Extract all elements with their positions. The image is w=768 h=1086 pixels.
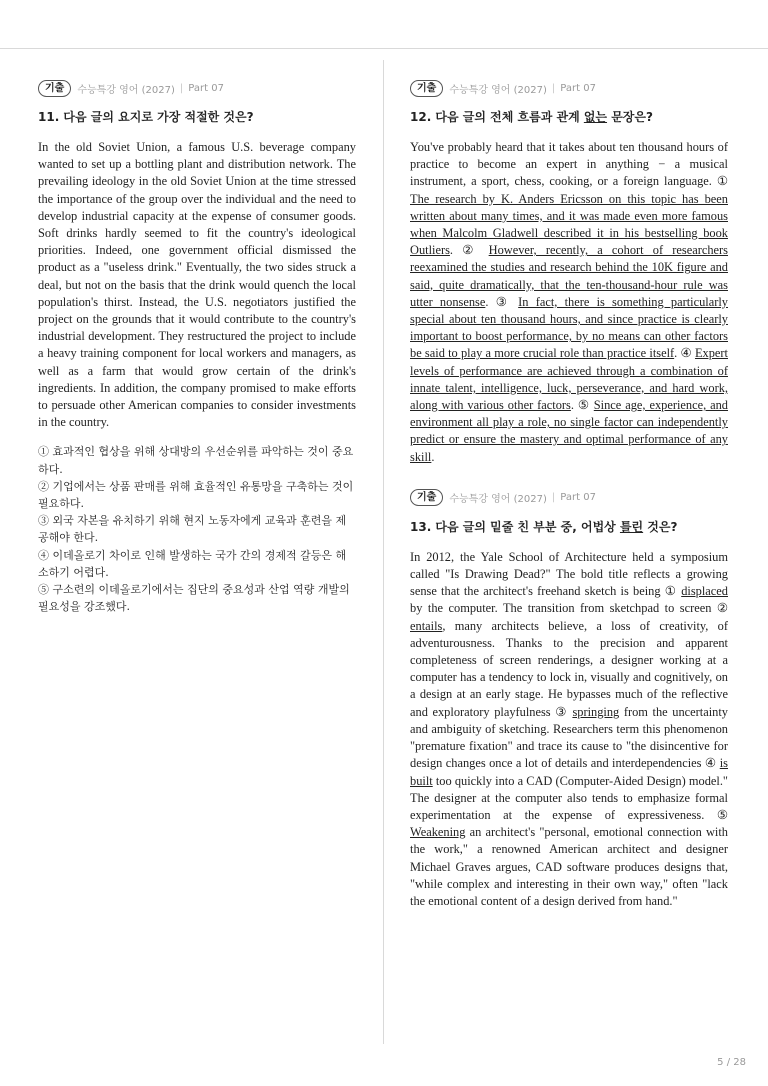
- q12-passage: You've probably heard that it takes about ten thousand hours of practice to become an expert in anything − a musical instrument, a sport, chess, cooking, or a foreign language. ① The research by K. Anders Ericsson on this topic has been written about many times, and it was made even more famous when Malcolm Gladwell described it in his bestselling book Outliers. ② However, recently, a cohort of researchers reexamined the studies and research behind the 10K figure and said, quite dramatically, that the ten-thousand-hour rule was utter nonsense. ③ In fact, there is something particularly special about ten thousand hours, and since practice is clearly important to boost performance, by no means can other factors be said to play a more crucial role than practice itself. ④ Expert levels of performance are achieved through a combination of innate talent, intelligence, luck, perseverance, and hard work, along with various other factors. ⑤ Since age, experience, and environment all play a role, no single factor can independently predict or ensure the mastery and optimal performance of any skill.: [410, 140, 729, 464]
- q12-marker-2: ②: [462, 243, 480, 258]
- q13-text-4: from the uncertainty and ambiguity of sketching. Researchers term this phenomenon "premature fixation" and trace its cause to "the disincentive for design changes once a lot of details and interdependencies ④: [410, 704, 728, 771]
- q12-sentence-5[interactable]: Since age, experience, and environment all play a role, no single factor can independently predict or ensure the mastery and optimal performance of any skill: [410, 398, 729, 464]
- q12-title: [410, 108, 728, 125]
- q11-option-5[interactable]: ⑤ 구소련의 이데올로기에서는 집단의 중요성과 산업 역량 개발의 필요성을 강조했다.: [38, 583, 350, 614]
- q13-text-6: an architect's "personal, emotional connection with the work," a renowned American architect and designer Michael Graves argues, CAD software produces designs that, "while complex and interesting in their own way," often "lack the emotional content of a design derived from hand.": [410, 825, 728, 908]
- q12-sentence-2[interactable]: However, recently, a cohort of researchers reexamined the studies and research behind the 10K figure and said, quite dramatically, that the ten-thousand-hour rule was utter nonsense: [410, 243, 729, 309]
- page-number: 5 / 28: [717, 1057, 746, 1068]
- q13-source-line: [410, 488, 728, 508]
- question-11: [38, 78, 356, 615]
- q11-option-2[interactable]: ② 기업에서는 상품 판매를 위해 효율적인 유통망을 구축하는 것이 필요하다.: [38, 479, 354, 511]
- q11-title: 11. 다음 글의 요지로 가장 적절한 것은?: [38, 110, 254, 124]
- q13-underlined-5[interactable]: Weakening: [410, 825, 466, 840]
- q13-passage: [410, 549, 728, 910]
- question-12: [410, 78, 728, 466]
- q13-source: 수능특강 영어 (2027): [449, 494, 547, 506]
- q13-title-pre: 13. 다음 글의 밑줄 친 부분 중, 어법상: [410, 519, 620, 534]
- q12-badge: 기출: [410, 80, 443, 97]
- q11-option-4[interactable]: ④ 이데올로기 차이로 인해 발생하는 국가 간의 경제적 갈등은 해소하기 어렵다.: [38, 548, 347, 579]
- header-rule: [0, 48, 768, 49]
- q12-marker-5: ⑤: [577, 398, 590, 413]
- q12-marker-1: ①: [716, 174, 728, 189]
- q11-source: 수능특강 영어 (2027): [77, 84, 175, 96]
- q12-separator: |: [551, 82, 556, 94]
- q11-option-1[interactable]: ① 효과적인 협상을 위해 상대방의 우선순위를 파악하는 것이 중요하다.: [38, 445, 354, 476]
- q12-title-post: 문장은?: [607, 110, 653, 124]
- column-divider: [383, 60, 384, 1044]
- q12-sentence-3[interactable]: In fact, there is something particularly special about ten thousand hours, and since practice is clearly important to boost performance, by no means can other factors be said to play a more crucial role than practice itself: [410, 294, 728, 361]
- q11-separator: |: [179, 82, 184, 94]
- q12-title-underlined: 없는: [583, 110, 608, 124]
- q13-separator: |: [551, 492, 556, 504]
- q13-text-1: In 2012, the Yale School of Architecture held a symposium called "Is Drawing Dead?" The bold title reflects a growing sense that the architect's freehand sketch is being ①: [410, 549, 728, 599]
- q13-underlined-3[interactable]: springing: [572, 704, 620, 719]
- question-13: [410, 488, 728, 910]
- q13-underlined-4[interactable]: is built: [410, 756, 728, 788]
- q13-underlined-2[interactable]: entails: [410, 618, 443, 633]
- q13-text-2: by the computer. The transition from sketchpad to screen ②: [410, 601, 728, 616]
- q11-passage: In the old Soviet Union, a famous U.S. beverage company wanted to set up a bottling plant and distribution network. The prevailing ideology in the old Soviet Union at the time stressed the importance of the group over the individual and the need to develop industrial capacity at the expense of consumer goods. Soft drinks hardly seemed to fit the country's ideological priorities. Indeed, one government official dismissed the product as a "useless drink." Eventually, the two sides struck a deal, but not on the basis that the drink would quench the local population's thirst. Instead, the U.S. negotiators justified the project on the grounds that it would contribute to the country's industrial development. They restructured the project to include a heavy training component for local workers and managers, as well as a farm that would grow certain of the drink's ingredients. In addition, the company promised to make efforts to persuade other American companies to consider investments in the country.: [38, 140, 356, 430]
- q11-part: Part 07: [188, 82, 224, 94]
- q13-badge: 기출: [410, 489, 443, 506]
- q13-title-post: 것은?: [643, 519, 678, 534]
- q12-sentence-1[interactable]: The research by K. Anders Ericsson on this topic has been written about many times, and it was made even more famous when Malcolm Gladwell described it in his bestselling book Outliers: [410, 191, 728, 258]
- q11-source-line: [38, 78, 356, 98]
- q12-marker-4: ④: [680, 346, 692, 361]
- q12-source-line: [410, 78, 728, 98]
- q13-text-3: , many architects believe, a loss of creativity, of adventurousness. Thanks to the precision and apparent completeness of screen renderings, a designer working at a computer has a tendency to lock in, visually and cognitively, on a design at an early stage. He bypasses much of the reflective and exploratory playfulness ③: [410, 618, 728, 719]
- q12-sentence-4[interactable]: Expert levels of performance are achieved through a combination of innate talent, intelligence, luck, perseverance, and hard work, along with various other factors: [410, 346, 728, 413]
- q12-part: Part 07: [560, 82, 596, 94]
- q11-option-3[interactable]: ③ 외국 자본을 유치하기 위해 현지 노동자에게 교육과 훈련을 제공해야 한다.: [38, 514, 347, 545]
- right-column: [410, 78, 728, 910]
- q13-part: Part 07: [560, 492, 596, 504]
- q12-title-pre: 12. 다음 글의 전체 흐름과 관계: [410, 110, 584, 124]
- q12-source: 수능특강 영어 (2027): [449, 84, 547, 96]
- q11-badge: 기출: [38, 80, 71, 97]
- q13-text-5: too quickly into a CAD (Computer-Aided Design) model." The designer at the computer also tends to emphasize formal experimentation at the expense of expressiveness. ⑤: [410, 773, 728, 822]
- q11-options: [38, 443, 356, 615]
- q13-title: [410, 518, 728, 535]
- q12-intro: You've probably heard that it takes about ten thousand hours of practice to become an expert in anything − a musical instrument, a sport, chess, cooking, or a foreign language.: [410, 140, 728, 189]
- q13-title-underlined: 틀린: [619, 519, 644, 534]
- q13-underlined-1[interactable]: displaced: [681, 584, 728, 599]
- q12-marker-3: ③: [495, 294, 511, 309]
